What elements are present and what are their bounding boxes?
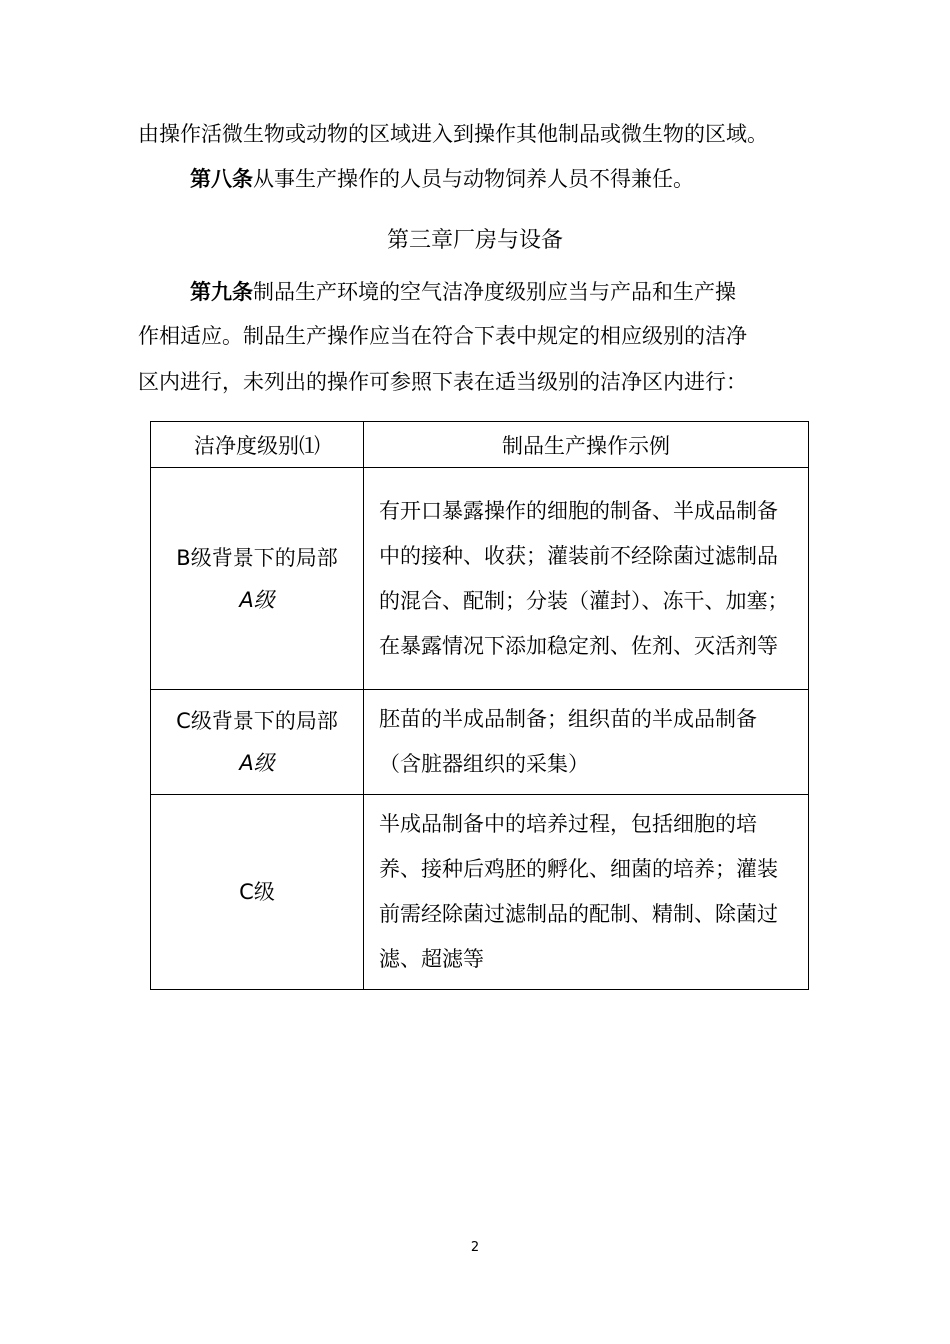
article-9-line-3: 区内进行，未列出的操作可参照下表在适当级别的洁净区内进行： (138, 370, 747, 394)
article-8 (190, 167, 694, 191)
header-grade: 洁净度级别⑴ (151, 422, 364, 468)
table-row (151, 690, 809, 795)
table-header-row (151, 422, 809, 468)
operations-text: 胚苗的半成品制备；组织苗的半成品制备（含脏器组织的采集） (379, 707, 757, 776)
table-row (151, 468, 809, 690)
article-9-label: 第九条 (190, 280, 253, 304)
grade-cell (151, 690, 364, 795)
operations-cell (364, 690, 809, 795)
page-number: 2 (470, 1240, 480, 1255)
operations-text: 有开口暴露操作的细胞的制备、半成品制备中的接种、收获；灌装前不经除菌过滤制品的混合、配制；分装（灌封）、冻干、加塞；在暴露情况下添加稳定剂、佐剂、灭活剂等 (379, 498, 789, 658)
grade-cell (151, 795, 364, 990)
article-9-line-1 (190, 280, 736, 304)
grade-line-2: A级 (239, 751, 275, 775)
article-8-text: 从事生产操作的人员与动物饲养人员不得兼任。 (253, 167, 694, 191)
operations-text: 半成品制备中的培养过程，包括细胞的培养、接种后鸡胚的孵化、细菌的培养；灌装前需经除菌过滤制品的配制、精制、除菌过滤、超滤等 (379, 812, 778, 971)
operations-cell (364, 468, 809, 690)
paragraph-continuation: 由操作活微生物或动物的区域进入到操作其他制品或微生物的区域。 (138, 122, 768, 146)
chapter-title: 第三章厂房与设备 (386, 228, 563, 253)
grade-line-1: B级背景下的局部 (176, 545, 338, 570)
article-9-line-2: 作相适应。制品生产操作应当在符合下表中规定的相应级别的洁净 (138, 324, 747, 348)
article-9-text-1: 制品生产环境的空气洁净度级别应当与产品和生产操 (253, 280, 736, 304)
header-operations: 制品生产操作示例 (364, 422, 809, 468)
grade-line-1: C级 (239, 880, 275, 904)
operations-cell (364, 795, 809, 990)
article-8-label: 第八条 (190, 167, 253, 191)
table-row (151, 795, 809, 990)
cleanliness-grade-table (150, 421, 809, 990)
grade-cell (151, 468, 364, 690)
grade-line-2: A级 (239, 587, 275, 612)
grade-line-1: C级背景下的局部 (176, 709, 338, 733)
